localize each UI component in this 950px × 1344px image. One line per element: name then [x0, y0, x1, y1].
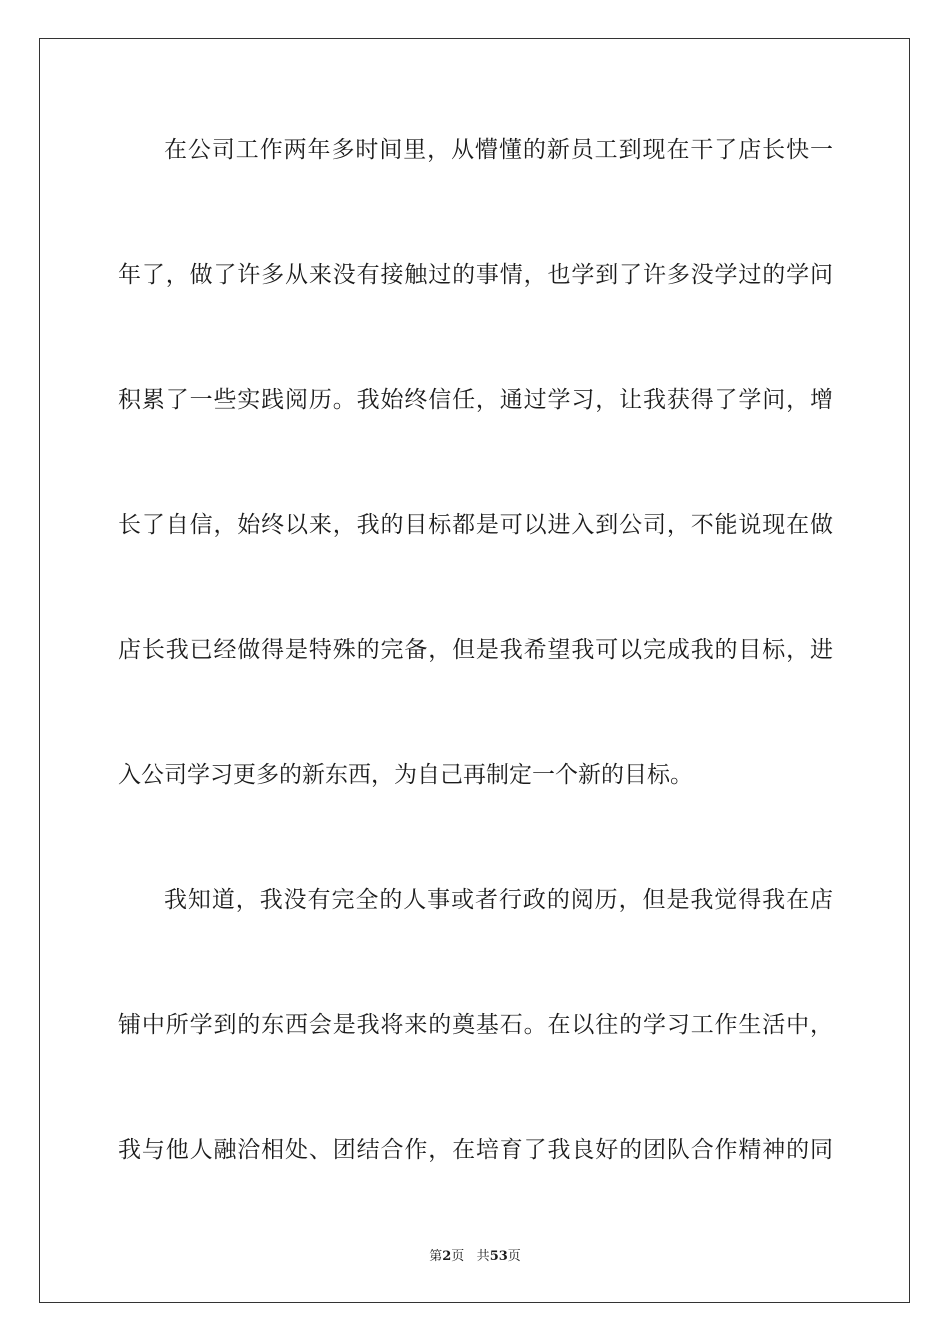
total-pages: 53 [489, 1249, 508, 1264]
page-border [39, 38, 910, 1303]
total-prefix: 共 [476, 1249, 490, 1264]
paragraph-1-line-5: 店长我已经做得是特殊的完备，但是我希望我可以完成我的目标，进 [118, 637, 833, 663]
paragraph-2-line-3: 我与他人融洽相处、团结合作，在培育了我良好的团队合作精神的同 [118, 1137, 833, 1163]
paragraph-1-line-1: 在公司工作两年多时间里，从懵懂的新员工到现在干了店长快一 [164, 137, 833, 163]
total-suffix: 页 [507, 1249, 521, 1264]
page-suffix: 页 [451, 1249, 465, 1264]
page-number: 2 [442, 1249, 452, 1264]
paragraph-2-line-1: 我知道，我没有完全的人事或者行政的阅历，但是我觉得我在店 [164, 887, 833, 913]
page-footer [0, 1248, 950, 1266]
paragraph-1-line-3: 积累了一些实践阅历。我始终信任，通过学习，让我获得了学问，增 [118, 387, 833, 413]
paragraph-1-line-2: 年了，做了许多从来没有接触过的事情，也学到了许多没学过的学问 [118, 262, 833, 288]
paragraph-2-line-2: 铺中所学到的东西会是我将来的奠基石。在以往的学习工作生活中， [118, 1012, 833, 1038]
paragraph-1-line-4: 长了自信，始终以来，我的目标都是可以进入到公司，不能说现在做 [118, 512, 833, 538]
paragraph-1-line-6: 入公司学习更多的新东西，为自己再制定一个新的目标。 [118, 762, 693, 788]
page-prefix: 第 [429, 1249, 443, 1264]
